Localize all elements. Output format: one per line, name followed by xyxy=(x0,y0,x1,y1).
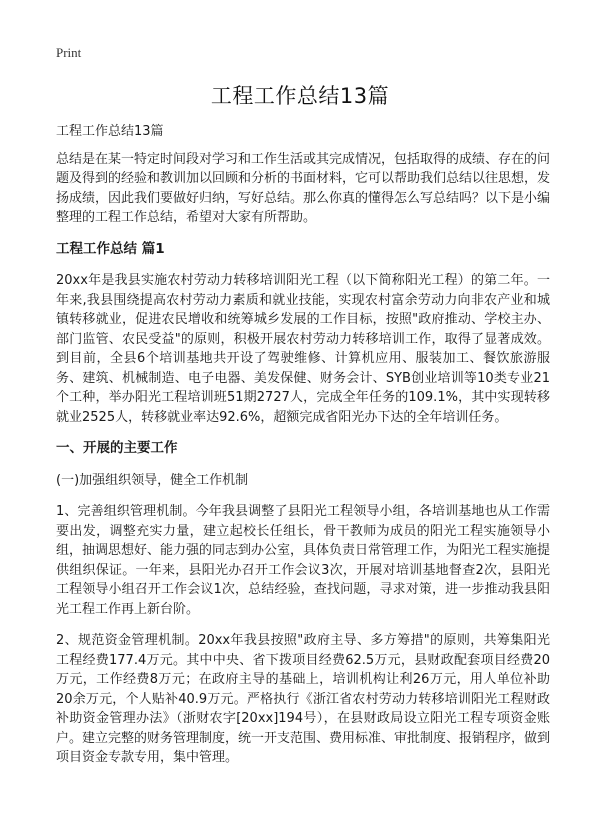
item1-paragraph: 1、完善组织管理机制。今年我县调整了县阳光工程领导小组，各培训基地也从工作需要出发，调整充实力量，建立起校长任组长，骨干教师为成员的阳光工程实施领导小组，抽调思想好、能力强的同志到办公室，具体负责日常管理工作，为阳光工程实施提供组织保证。一年来，县阳光办召开工作会议3次，开展对培训基地督查2次，县阳光工程领导小组召开工作会议1次，总结经验，查找问题，寻求对策，进一步推动我县阳光工程工作再上新台阶。 xyxy=(56,504,551,617)
item2-paragraph: 2、规范资金管理机制。20xx年我县按照"政府主导、多方筹措"的原则，共筹集阳光工程经费177.4万元。其中中央、省下拨项目经费62.5万元，县财政配套项目经费20万元，工作经费8万元；在政府主导的基础上，培训机构让利26万元，用人单位补助20余万元，个人贴补40.9万元。严格执行《浙江省农村劳动力转移培训阳光工程财政补助资金管理办法》（浙财农字[20xx]194号），在县财政局设立阳光工程专项资金账户。建立完整的财务管理制度，统一开支范围、费用标准、审批制度、报销程序，做到项目资金专款专用，集中管理。 xyxy=(56,633,551,765)
main-work-heading: 一、开展的主要工作 xyxy=(56,440,178,456)
section-heading: 工程工作总结 篇1 xyxy=(56,240,165,257)
document-body xyxy=(56,122,550,780)
intro-paragraph: 总结是在某一特定时间段对学习和工作生活或其完成情况，包括取得的成绩、存在的问题及得到的经验和教训加以回顾和分析的书面材料，它可以帮助我们总结以往思想，发扬成绩，因此我们要做好归纳，写好总结。那么你真的懂得怎么写总结吗？以下是小编整理的工程工作总结，希望对大家有所帮助。 xyxy=(56,151,551,225)
overview-paragraph: 20xx年是我县实施农村劳动力转移培训阳光工程（以下简称阳光工程）的第二年。一年来,我县围绕提高农村劳动力素质和就业技能，实现农村富余劳动力向非农产业和城镇转移就业，促进农民增收和统筹城乡发展的工作目标，按照"政府推动、学校主办、部门监管、农民受益"的原则，积极开展农村劳动力转移培训工作，取得了显著成效。到目前，全县6个培训基地共开设了驾驶维修、计算机应用、服装加工、餐饮旅游服务、建筑、机械制造、电子电器、美发保健、财务会计、SYB创业培训等10类专业21个工种，举办阳光工程培训班51期2727人，完成全年任务的109.1%，其中实现转移就业2525人，转移就业率达92.6%，超额完成省阳光办下达的全年培训任务。 xyxy=(56,273,550,425)
print-link[interactable]: Print xyxy=(56,45,82,60)
subheading-organization: (一)加强组织领导，健全工作机制 xyxy=(56,472,249,488)
page-title: 工程工作总结13篇 xyxy=(210,84,390,108)
document-subtitle: 工程工作总结13篇 xyxy=(56,124,164,139)
